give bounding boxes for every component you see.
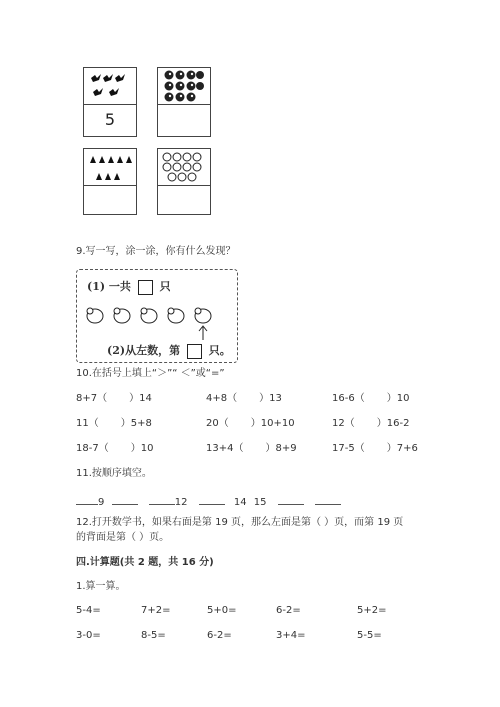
calc-row1-item2: 7+2= [141, 605, 171, 616]
birds-illustration [84, 68, 136, 104]
q10-row2-item3: 12（ ）16-2 [332, 418, 410, 429]
picture-box-shells [157, 67, 211, 137]
section4-subtitle: 1.算一算。 [76, 581, 126, 592]
q12-line1: 12.打开数学书，如果右面是第 19 页，那么左面是第（ ）页，而第 19 页 [76, 517, 404, 528]
q9-line2 [107, 342, 231, 359]
q10-row3-item1: 18-7（ ）10 [76, 443, 154, 454]
q9-title: 9.写一写，涂一涂，你有什么发现？ [76, 246, 236, 257]
box-answer-number: 5 [104, 110, 116, 129]
q11-number-14: 14 [233, 497, 247, 508]
picture-box-animals [83, 148, 137, 215]
q9-line2-suffix: 只。 [208, 344, 231, 357]
q11-blank-1[interactable] [76, 494, 98, 505]
q11-blank-5[interactable] [278, 494, 304, 505]
calc-row2-item5: 5-5= [357, 630, 382, 641]
calc-row1-item5: 5+2= [357, 605, 387, 616]
calc-row2-item1: 3-0= [76, 630, 101, 641]
q10-row1-item1: 8+7（ ）14 [76, 393, 152, 404]
q11-title: 11.按顺序填空。 [76, 468, 152, 479]
q11-blank-2[interactable] [112, 494, 138, 505]
q11-number-15: 15 [253, 497, 267, 508]
q9-line1 [87, 278, 171, 295]
q9-line1-prefix: (1) 一共 [87, 280, 131, 293]
q10-row3-item2: 13+4（ ）8+9 [206, 443, 297, 454]
q10-row2-item2: 20（ ）10+10 [206, 418, 295, 429]
animals-illustration [84, 149, 136, 185]
q12-line2: 的背面是第（ ）页。 [76, 532, 170, 543]
q11-sequence [76, 494, 341, 509]
section4-title: 四.计算题(共 2 题，共 16 分) [76, 557, 214, 568]
q9-line2-prefix: (2)从左数，第 [107, 344, 181, 357]
calc-row2-item2: 8-5= [141, 630, 166, 641]
q10-row3-item3: 17-5（ ）7+6 [332, 443, 418, 454]
calc-row2-item3: 6-2= [207, 630, 232, 641]
q9-chick-panel [76, 269, 238, 363]
q10-row2-item1: 11（ ）5+8 [76, 418, 152, 429]
picture-box-apples [157, 148, 211, 215]
q10-row1-item3: 16-6（ ）10 [332, 393, 410, 404]
q11-blank-4[interactable] [199, 494, 225, 505]
q10-row1-item2: 4+8（ ）13 [206, 393, 282, 404]
q9-answer-box-position[interactable] [187, 344, 202, 359]
shells-illustration [158, 68, 210, 104]
calc-row1-item1: 5-4= [76, 605, 101, 616]
q10-title: 10.在括号上填上“＞”“ ＜”或“=” [76, 368, 225, 379]
q11-blank-3[interactable] [149, 494, 175, 505]
calc-row1-item4: 6-2= [276, 605, 301, 616]
q11-blank-6[interactable] [315, 494, 341, 505]
q9-answer-box-count[interactable] [138, 280, 153, 295]
calc-row1-item3: 5+0= [207, 605, 237, 616]
q11-number-12: 12 [174, 497, 188, 508]
q11-number-9: 9 [98, 497, 105, 508]
apples-illustration [158, 149, 210, 185]
calc-row2-item4: 3+4= [276, 630, 306, 641]
q9-line1-suffix: 只 [159, 280, 171, 293]
picture-box-birds [83, 67, 137, 137]
